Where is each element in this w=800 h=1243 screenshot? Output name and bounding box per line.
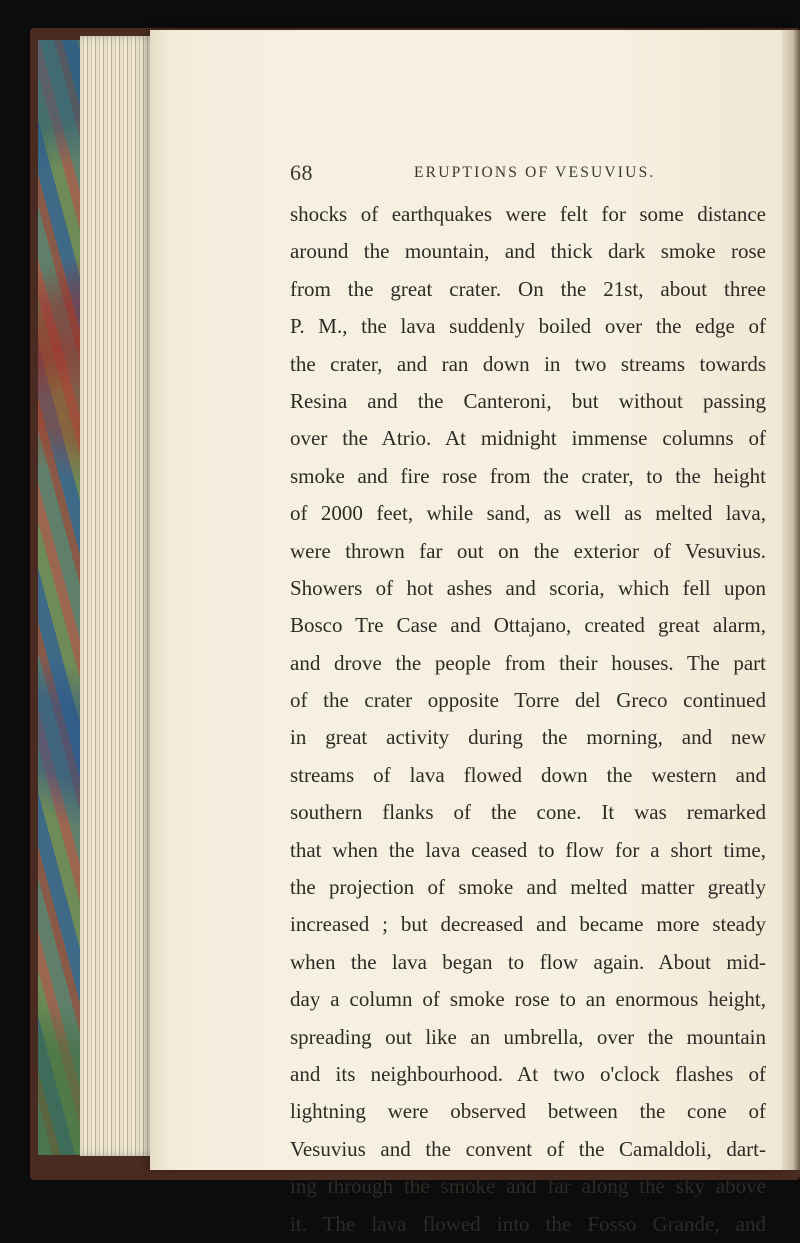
text-line: P. M., the lava suddenly boiled over the edge of (290, 314, 766, 339)
page-number: 68 (290, 160, 313, 185)
text-line: ing through the smoke and far along the sky above (290, 1174, 766, 1199)
page-header (290, 160, 760, 188)
text-line: and its neighbourhood. At two o'clock flashes of (290, 1061, 766, 1086)
text-line: over the Atrio. At midnight immense columns of (290, 426, 766, 451)
text-line: it. The lava flowed into the Fosso Grande, and (290, 1211, 766, 1236)
text-line: of 2000 feet, while sand, as well as melted lava, (290, 501, 766, 526)
text-line: Vesuvius and the convent of the Camaldoli, dart- (290, 1136, 766, 1161)
text-line: the crater, and ran down in two streams towards (290, 351, 766, 376)
running-head: ERUPTIONS OF VESUVIUS. (414, 164, 656, 181)
text-line: of the crater opposite Torre del Greco continued (290, 688, 766, 713)
text-line: lightning were observed between the cone of (290, 1099, 766, 1124)
text-line: the projection of smoke and melted matter greatly (290, 875, 766, 900)
text-line: shocks of earthquakes were felt for some distance (290, 202, 766, 226)
text-line: Showers of hot ashes and scoria, which fell upon (290, 575, 766, 600)
text-line: streams of lava flowed down the western and (290, 762, 766, 787)
page-edge (782, 30, 800, 1170)
text-line: from the great crater. On the 21st, about three (290, 276, 766, 301)
text-line: were thrown far out on the exterior of Vesuvius. (290, 538, 766, 563)
text-line: in great activity during the morning, and new (290, 725, 766, 750)
text-line: that when the lava ceased to flow for a short time, (290, 837, 766, 862)
body-text (290, 196, 766, 1243)
text-line: increased ; but decreased and became more steady (290, 912, 766, 937)
text-line: when the lava began to flow again. About mid- (290, 949, 766, 974)
text-line: around the mountain, and thick dark smoke rose (290, 239, 766, 264)
text-line: spreading out like an umbrella, over the mountain (290, 1024, 766, 1049)
text-line: day a column of smoke rose to an enormous height, (290, 987, 766, 1012)
text-line: southern flanks of the cone. It was remarked (290, 800, 766, 825)
text-line: Bosco Tre Case and Ottajano, created great alarm, (290, 613, 766, 638)
text-line: smoke and fire rose from the crater, to the height (290, 463, 766, 488)
text-line: and drove the people from their houses. The part (290, 650, 766, 675)
text-line: Resina and the Canteroni, but without passing (290, 388, 766, 413)
